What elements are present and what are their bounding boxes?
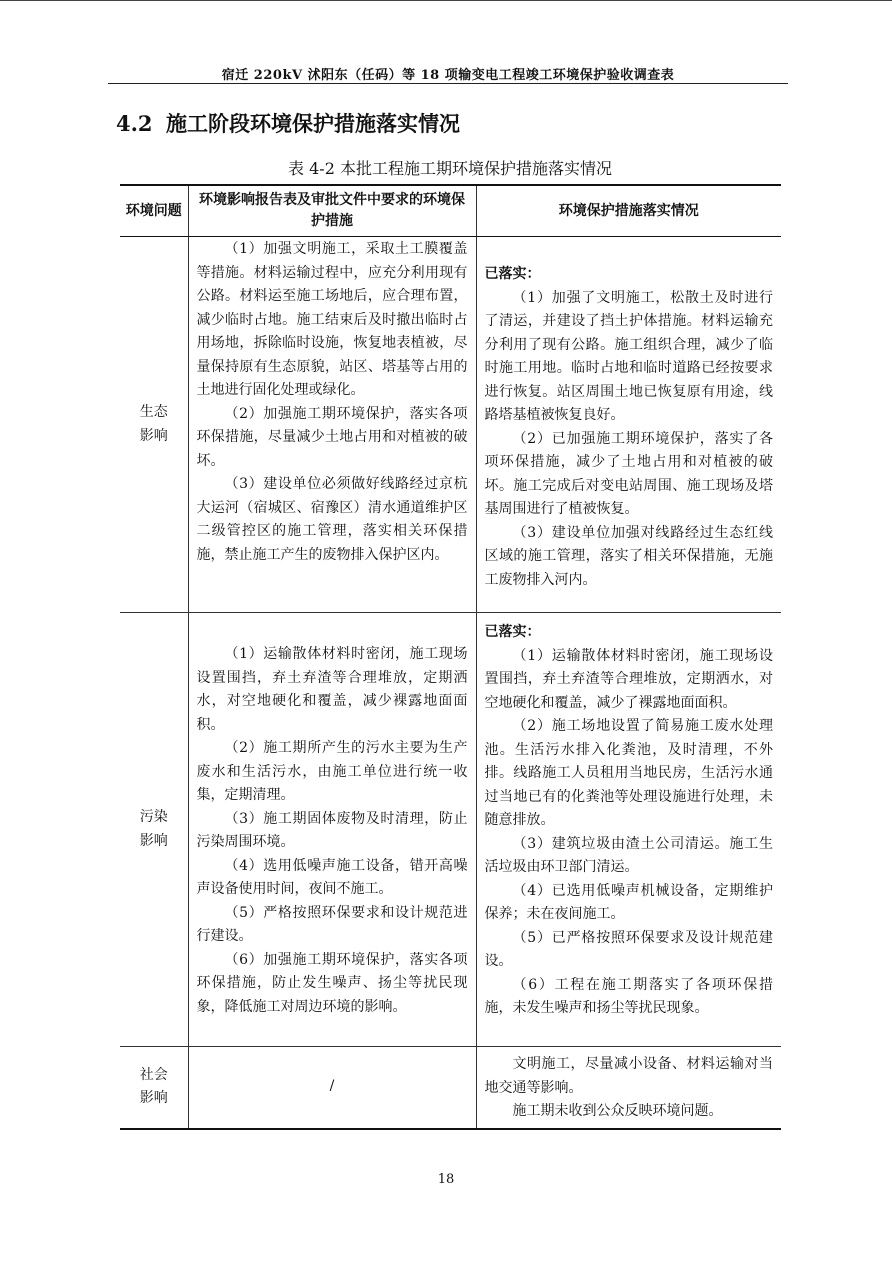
requirement-item: （2）加强施工期环境保护，落实各项环保措施，尽量减少土地占用和对植被的破坏。 — [196, 405, 468, 469]
requirement-slash: / — [329, 1078, 335, 1094]
issue-cell — [120, 237, 188, 613]
table-header-row — [120, 185, 781, 237]
implementation-cell — [476, 613, 781, 1047]
requirement-item: （2）施工期所产生的污水主要为生产废水和生活污水，由施工单位进行统一收集，定期清理。 — [196, 740, 468, 803]
requirement-cell — [188, 1047, 476, 1129]
implementation-item: （2）施工场地设置了简易施工废水处理池。生活污水排入化粪池，及时清理，不外排。线路施工人员租用当地民房，生活污水通过当地已有的化粪池等处理设施进行处理，未随意排放。 — [484, 718, 773, 828]
measures-table — [120, 184, 781, 1130]
status-label: 已落实： — [484, 266, 541, 282]
requirement-item: （4）选用低噪声施工设备，错开高噪声设备使用时间，夜间不施工。 — [196, 857, 468, 897]
page-top-rule — [0, 0, 892, 1]
implementation-cell — [476, 237, 781, 613]
implementation-item: 施工期未收到公众反映环境问题。 — [512, 1103, 723, 1119]
requirement-cell — [188, 613, 476, 1047]
implementation-item: （4）已选用低噪声机械设备，定期维护保养；未在夜间施工。 — [484, 882, 773, 922]
implementation-item: 文明施工，尽量减小设备、材料运输对当地交通等影响。 — [484, 1056, 773, 1096]
issue-cell — [120, 1047, 188, 1129]
issue-label: 污染影响 — [139, 809, 168, 849]
requirement-item: （3）施工期固体废物及时清理，防止污染周围环境。 — [196, 810, 468, 850]
implementation-item: （3）建设单位加强对线路经过生态红线区域的施工管理，落实了相关环保措施，无施工废物排入河内。 — [484, 524, 773, 588]
requirement-item: （3）建设单位必须做好线路经过京杭大运河（宿城区、宿豫区）清水通道维护区二级管控区的施工管理，落实相关环保措施，禁止施工产生的废物排入保护区内。 — [196, 476, 468, 563]
header-issue: 环境问题 — [120, 185, 188, 237]
table-row-social — [120, 1047, 781, 1129]
requirement-cell — [188, 237, 476, 613]
header-rule — [108, 83, 788, 84]
requirement-item: （6）加强施工期环境保护，落实各项环保措施，防止发生噪声、扬尘等扰民现象，降低施工对周边环境的影响。 — [196, 951, 468, 1015]
header-requirement: 环境影响报告表及审批文件中要求的环境保护措施 — [188, 185, 476, 237]
requirement-item: （5）严格按照环保要求和设计规范进行建设。 — [196, 904, 468, 944]
implementation-item: （1）运输散体材料时密闭，施工现场设置围挡，弃土弃渣等合理堆放，定期洒水，对空地硬化和覆盖，减少了裸露地面面积。 — [484, 647, 773, 711]
requirement-item: （1）运输散体材料时密闭，施工现场设置围挡，弃土弃渣等合理堆放，定期洒水，对空地硬化和覆盖，减少裸露地面面积。 — [196, 646, 468, 733]
issue-label: 社会影响 — [139, 1066, 168, 1107]
implementation-item: （3）建筑垃圾由渣土公司清运。施工生活垃圾由环卫部门清运。 — [484, 835, 773, 875]
section-title: 施工阶段环境保护措施落实情况 — [166, 111, 460, 136]
section-heading — [116, 108, 460, 138]
implementation-item: （5）已严格按照环保要求及设计规范建设。 — [484, 929, 773, 969]
table-row-ecology — [120, 237, 781, 613]
status-label: 已落实： — [484, 624, 541, 640]
table-row-pollution — [120, 613, 781, 1047]
page-number: 18 — [437, 1172, 455, 1187]
table-caption: 表 4-2 本批工程施工期环境保护措施落实情况 — [288, 159, 612, 178]
implementation-item: （1）加强了文明施工，松散土及时进行了清运，并建设了挡土护体措施。材料运输充分利用了现有公路。施工组织合理，减少了临时施工用地。临时占地和临时道路已经按要求进行恢复。站区周围土地已恢复原有用途，线路塔基植被恢复良好。 — [484, 289, 773, 423]
running-header: 宿迁 220kV 沭阳东（任码）等 18 项输变电工程竣工环境保护验收调查表 — [221, 68, 675, 83]
section-number: 4.2 — [116, 111, 153, 136]
header-implementation: 环境保护措施落实情况 — [476, 185, 781, 237]
implementation-item: （6）工程在施工期落实了各项环保措施，未发生噪声和扬尘等扰民现象。 — [484, 976, 773, 1016]
issue-cell — [120, 613, 188, 1047]
requirement-item: （1）加强文明施工，采取土工膜覆盖等措施。材料运输过程中，应充分利用现有公路。材料运至施工场地后，应合理布置，减少临时占地。施工结束后及时撤出临时占用场地，拆除临时设施，恢复地表植被，尽量保持原有生态原貌，站区、塔基等占用的土地进行固化处理或绿化。 — [196, 241, 468, 398]
implementation-cell — [476, 1047, 781, 1129]
implementation-item: （2）已加强施工期环境保护，落实了各项环保措施，减少了土地占用和对植被的破坏。施工完成后对变电站周围、施工现场及塔基周围进行了植被恢复。 — [484, 430, 773, 517]
issue-label: 生态影响 — [139, 404, 168, 444]
